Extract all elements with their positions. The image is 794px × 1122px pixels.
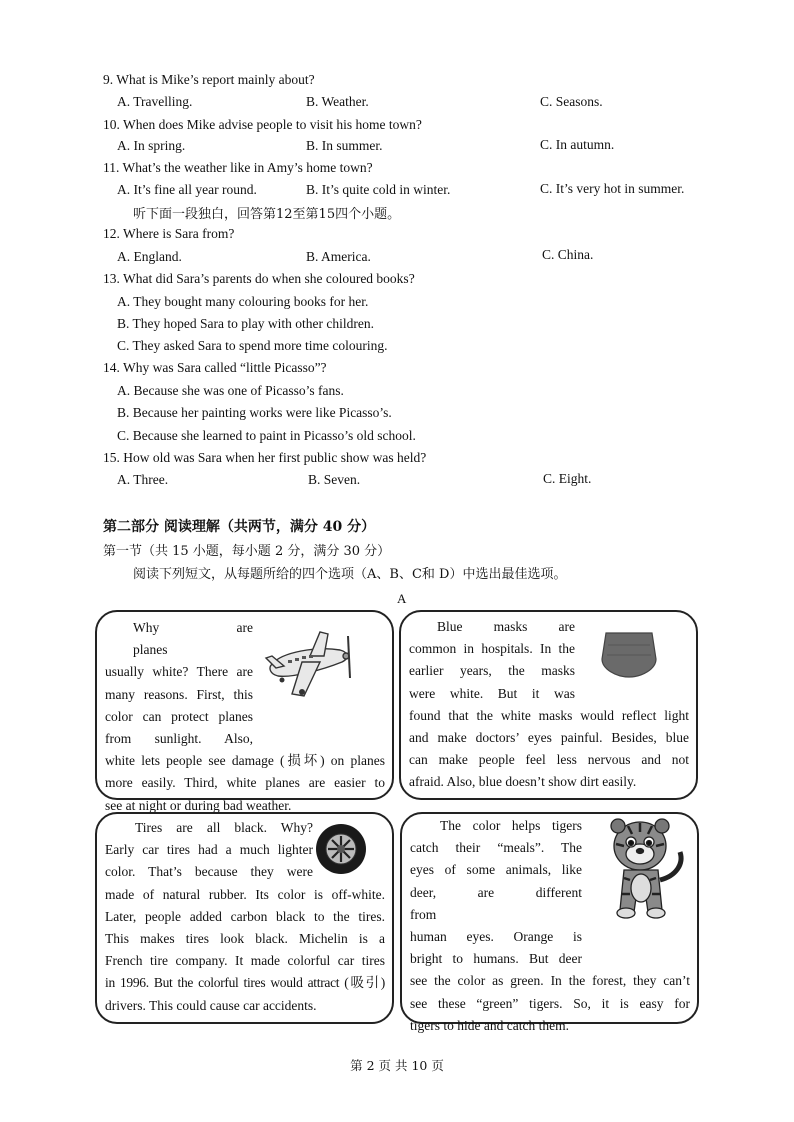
- text-line: see at night or during bad weather.: [105, 797, 292, 813]
- airplane-icon: [262, 622, 358, 704]
- question-14-option-a: A. Because she was one of Picasso’s fans.: [117, 383, 344, 398]
- text-line: Early car tires had a much lighter: [105, 842, 313, 858]
- text-line: color can protect planes: [105, 708, 253, 724]
- text-line: The color helps tigers: [440, 818, 582, 833]
- question-14-stem: 14. Why was Sara called “little Picasso”?: [103, 360, 327, 375]
- question-10-option-b: B. In summer.: [306, 138, 383, 153]
- text-line: earlier years, the masks: [409, 663, 575, 679]
- tiger-icon: [604, 814, 690, 922]
- question-14-option-b: B. Because her painting works were like Picasso’s.: [117, 405, 392, 420]
- text-line: see these “green” tigers. So, it is easy for: [410, 995, 690, 1011]
- text-line: deer, are different from: [410, 884, 582, 922]
- text-line: French tire company. It made colorful car tires: [105, 953, 385, 969]
- text-line: Blue masks are: [437, 619, 575, 634]
- text-line: usually white? There are: [105, 664, 253, 680]
- text-line: many reasons. First, this: [105, 686, 253, 702]
- reading-instruction: 阅读下列短文，从每题所给的四个选项（A、B、C和 D）中选出最佳选项。: [133, 567, 567, 582]
- text-line: made of natural rubber. Its color is off-white.: [105, 886, 385, 902]
- question-15-option-b: B. Seven.: [308, 472, 361, 487]
- text-line: can make people feel less nervous and not: [409, 752, 689, 768]
- text-line: common in hospitals. In the: [409, 641, 575, 657]
- passage-letter: A: [397, 591, 407, 606]
- text-line: afraid. Also, blue doesn’t show dirt easily.: [409, 774, 637, 790]
- text-line: color. That’s because they were: [105, 864, 313, 880]
- text-line: and make doctors’ eyes painful. Besides, blue: [409, 730, 689, 746]
- question-9-option-b: B. Weather.: [306, 94, 369, 109]
- question-9-option-a: A. Travelling.: [117, 94, 193, 109]
- question-10-option-c: C. In autumn.: [540, 137, 615, 152]
- question-15-option-c: C. Eight.: [543, 471, 592, 486]
- question-15-stem: 15. How old was Sara when her first public show was held?: [103, 450, 427, 465]
- text-line: Tires are all black. Why?: [135, 820, 313, 835]
- text-line: found that the white masks would reflect light: [409, 707, 689, 723]
- question-13-option-b: B. They hoped Sara to play with other children.: [117, 316, 374, 331]
- text-line: tigers to hide and catch them.: [410, 1017, 569, 1033]
- question-12-option-a: A. England.: [117, 249, 182, 264]
- text-line: from sunlight. Also,: [105, 731, 253, 747]
- question-15-option-a: A. Three.: [117, 472, 169, 487]
- text-line: bright to humans. But deer: [410, 951, 582, 967]
- listening-instruction: 听下面一段独白，回答第12至第15四个小题。: [133, 207, 401, 222]
- section1-title: 第一节（共 15 小题，每小题 2 分，满分 30 分）: [103, 544, 391, 559]
- text-line: Why are planes: [133, 620, 253, 658]
- question-12-option-b: B. America.: [306, 249, 371, 264]
- page-number: 第 2 页 共 10 页: [350, 1058, 444, 1073]
- text-line: human eyes. Orange is: [410, 929, 582, 945]
- question-11-option-c: C. It’s very hot in summer.: [540, 181, 685, 196]
- text-line: Later, people added carbon black to the tires.: [105, 908, 385, 924]
- question-14-option-c: C. Because she learned to paint in Picasso’s old school.: [117, 428, 416, 443]
- question-11-stem: 11. What’s the weather like in Amy’s home town?: [103, 160, 373, 175]
- text-line: were white. But it was: [409, 685, 575, 701]
- text-line: white lets people see damage (损坏) on planes: [105, 753, 385, 769]
- question-10-stem: 10. When does Mike advise people to visit his home town?: [103, 117, 422, 132]
- question-12-stem: 12. Where is Sara from?: [103, 226, 235, 241]
- question-13-stem: 13. What did Sara’s parents do when she coloured books?: [103, 271, 415, 286]
- question-10-option-a: A. In spring.: [117, 138, 186, 153]
- question-11-option-a: A. It’s fine all year round.: [117, 182, 257, 197]
- question-9-stem: 9. What is Mike’s report mainly about?: [103, 72, 315, 87]
- text-line: more easily. Third, white planes are easier to: [105, 775, 385, 791]
- tire-icon: [314, 822, 368, 876]
- question-12-option-c: C. China.: [542, 247, 594, 262]
- text-line: in 1996. But the colorful tires would attract (吸引): [105, 975, 385, 991]
- part2-title: 第二部分 阅读理解（共两节，满分 40 分）: [103, 519, 376, 535]
- mask-icon: [598, 625, 660, 683]
- question-11-option-b: B. It’s quite cold in winter.: [306, 182, 451, 197]
- text-line: eyes of some animals, like: [410, 862, 582, 878]
- text-line: catch their “meals”. The: [410, 840, 582, 856]
- question-13-option-c: C. They asked Sara to spend more time colouring.: [117, 338, 388, 353]
- text-line: drivers. This could cause car accidents.: [105, 997, 317, 1013]
- question-9-option-c: C. Seasons.: [540, 94, 603, 109]
- text-line: see the color as green. In the forest, they can’t: [410, 973, 690, 989]
- text-line: This makes tires look black. Michelin is a: [105, 931, 385, 947]
- question-13-option-a: A. They bought many colouring books for her.: [117, 294, 369, 309]
